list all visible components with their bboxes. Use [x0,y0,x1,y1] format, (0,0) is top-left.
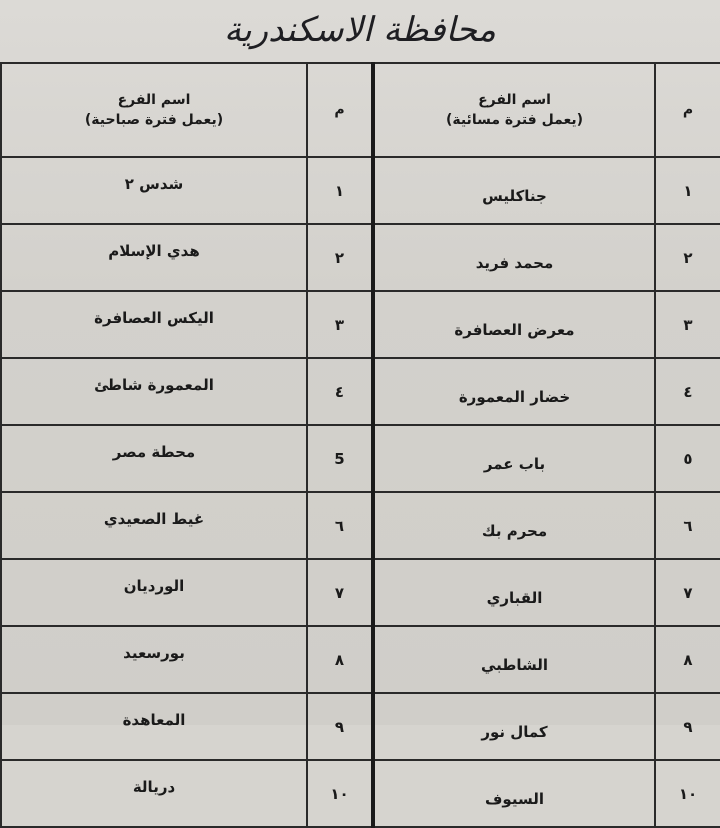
row-number-morning: ٩ [307,693,373,760]
row-number-evening: ٧ [655,559,720,626]
morning-branch-name: دريالة [1,760,307,827]
evening-branch-name: السيوف [373,760,655,827]
row-number-evening: ٣ [655,291,720,358]
evening-branch-name: جناكليس [373,157,655,224]
row-number-evening: ٦ [655,492,720,559]
table-row [1,760,720,827]
header-evening-title: اسم الفرع [478,92,551,108]
header-morning-branch [1,63,307,157]
page-title: محافظة الاسكندرية [223,10,497,50]
evening-branch-name: محمد فريد [373,224,655,291]
table-row [1,358,720,425]
morning-branch-name: محطة مصر [1,425,307,492]
evening-branch-name: القباري [373,559,655,626]
table-header-row [1,63,720,157]
evening-branch-name: معرض العصافرة [373,291,655,358]
branches-table [0,62,720,828]
row-number-morning: ١ [307,157,373,224]
row-number-evening: ٩ [655,693,720,760]
table-row [1,693,720,760]
header-number-evening: م [655,63,720,157]
table-row [1,626,720,693]
table-row [1,425,720,492]
morning-branch-name: المعمورة شاطئ [1,358,307,425]
evening-branch-name: الشاطبي [373,626,655,693]
morning-branch-name: غيط الصعيدي [1,492,307,559]
row-number-morning: ٨ [307,626,373,693]
table-row [1,224,720,291]
table-row [1,559,720,626]
morning-branch-name: هدي الإسلام [1,224,307,291]
evening-branch-name: محرم بك [373,492,655,559]
row-number-morning: ٧ [307,559,373,626]
row-number-morning: ٢ [307,224,373,291]
row-number-evening: ٥ [655,425,720,492]
table-row [1,492,720,559]
morning-branch-name: المعاهدة [1,693,307,760]
row-number-morning: 5 [307,425,373,492]
row-number-evening: ٢ [655,224,720,291]
header-number-morning: م [307,63,373,157]
morning-branch-name: الورديان [1,559,307,626]
header-morning-subtitle: (يعمل فترة صباحية) [84,112,224,128]
morning-branch-name: اليكس العصافرة [1,291,307,358]
row-number-evening: ٨ [655,626,720,693]
table-row [1,157,720,224]
header-evening-branch [373,63,655,157]
evening-branch-name: خضار المعمورة [373,358,655,425]
table-row [1,291,720,358]
header-morning-title: اسم الفرع [117,92,191,108]
row-number-morning: ١٠ [307,760,373,827]
row-number-morning: ٦ [307,492,373,559]
evening-branch-name: باب عمر [373,425,655,492]
morning-branch-name: شدس ٢ [1,157,307,224]
morning-branch-name: بورسعيد [1,626,307,693]
row-number-morning: ٤ [307,358,373,425]
row-number-evening: ١٠ [655,760,720,827]
row-number-evening: ٤ [655,358,720,425]
header-evening-subtitle: (يعمل فترة مسائية) [445,112,584,128]
evening-branch-name: كمال نور [373,693,655,760]
row-number-morning: ٣ [307,291,373,358]
row-number-evening: ١ [655,157,720,224]
